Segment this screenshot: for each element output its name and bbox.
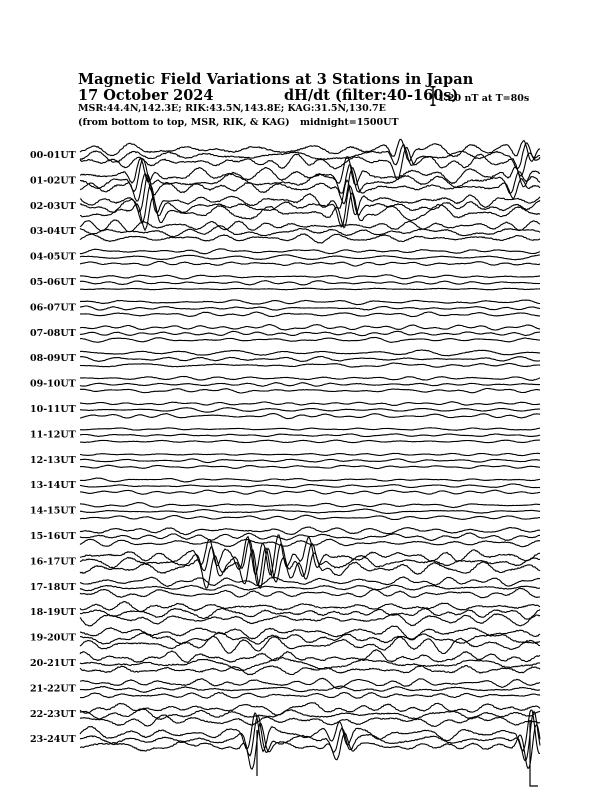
station-trace [80,692,540,698]
hour-label: 12-13UT [30,454,76,466]
station-trace [80,490,540,494]
station-trace [80,226,540,237]
hour-label: 18-19UT [30,607,76,619]
station-trace [80,414,540,419]
station-trace [80,626,540,640]
station-trace [80,281,540,285]
hour-label: 00-01UT [30,150,76,161]
station-trace [80,383,540,387]
station-trace [80,632,540,644]
station-trace [80,509,540,514]
station-trace [80,588,540,598]
station-trace [80,666,540,675]
hour-label: 22-23UT [30,708,76,720]
station-trace [80,408,540,413]
hour-label: 01-02UT [30,175,76,187]
hour-label: 06-07UT [30,302,76,314]
station-trace [80,363,540,367]
station-trace [80,288,540,290]
hour-label: 13-14UT [30,480,76,492]
hour-label: 16-17UT [30,556,76,568]
station-trace [80,300,540,305]
hour-label: 17-18UT [30,581,76,593]
hour-label: 19-20UT [30,632,76,644]
station-trace [80,535,540,575]
station-trace [80,376,540,380]
station-trace [80,453,540,455]
hour-label: 02-03UT [30,200,76,212]
station-trace [80,478,540,482]
station-trace [80,465,540,468]
station-trace [80,515,540,520]
hour-label: 11-12UT [30,429,76,441]
station-trace [80,614,540,626]
hour-label: 08-09UT [30,353,76,365]
stations-label: MSR:44.4N,142.3E; RIK:43.5N,143.8E; KAG:31.5N,130.7E [78,103,386,114]
station-trace [80,503,540,508]
hour-label: 09-10UT [30,378,76,390]
midnight-note: midnight=1500UT [300,117,399,128]
station-trace [80,686,540,692]
hour-label: 15-16UT [30,531,76,542]
hour-label: 23-24UT [30,734,76,746]
hour-label: 05-06UT [30,277,76,288]
filter-label: dH/dt (filter:40-160s) [284,87,459,104]
station-trace [80,220,540,232]
station-trace [80,168,540,204]
date-label: 17 October 2024 [78,87,214,104]
hour-label: 10-11UT [30,404,76,415]
station-trace [80,389,540,394]
station-trace [80,723,540,769]
station-trace [80,337,540,342]
station-trace [80,325,540,330]
station-trace [80,234,540,243]
station-trace [80,459,540,463]
station-trace [80,356,540,361]
order-note: (from bottom to top, MSR, RIK, & KAG) [78,117,290,128]
station-trace [80,577,540,587]
station-trace [80,678,540,688]
hour-label: 21-22UT [30,683,76,695]
station-trace [80,312,540,317]
station-trace [80,428,540,431]
hour-label: 14-15UT [30,505,76,517]
hour-label: 07-08UT [30,327,76,339]
station-trace [80,484,540,488]
station-trace [80,306,540,310]
station-trace [80,440,540,443]
station-trace [80,275,540,279]
scale-label: 1.20 nT at T=80s [438,93,530,104]
station-trace [80,350,540,356]
station-trace [80,261,540,266]
station-trace [80,255,540,260]
station-trace [80,331,540,336]
chart-title: Magnetic Field Variations at 3 Stations in Japan [78,71,474,88]
station-trace [80,402,540,406]
hour-label: 04-05UT [30,251,76,263]
station-trace [80,703,540,716]
station-trace [80,434,540,437]
station-trace [80,585,540,591]
hour-label: 20-21UT [30,658,76,669]
station-trace [80,185,540,227]
station-trace [80,249,540,254]
hour-label: 03-04UT [30,226,76,238]
